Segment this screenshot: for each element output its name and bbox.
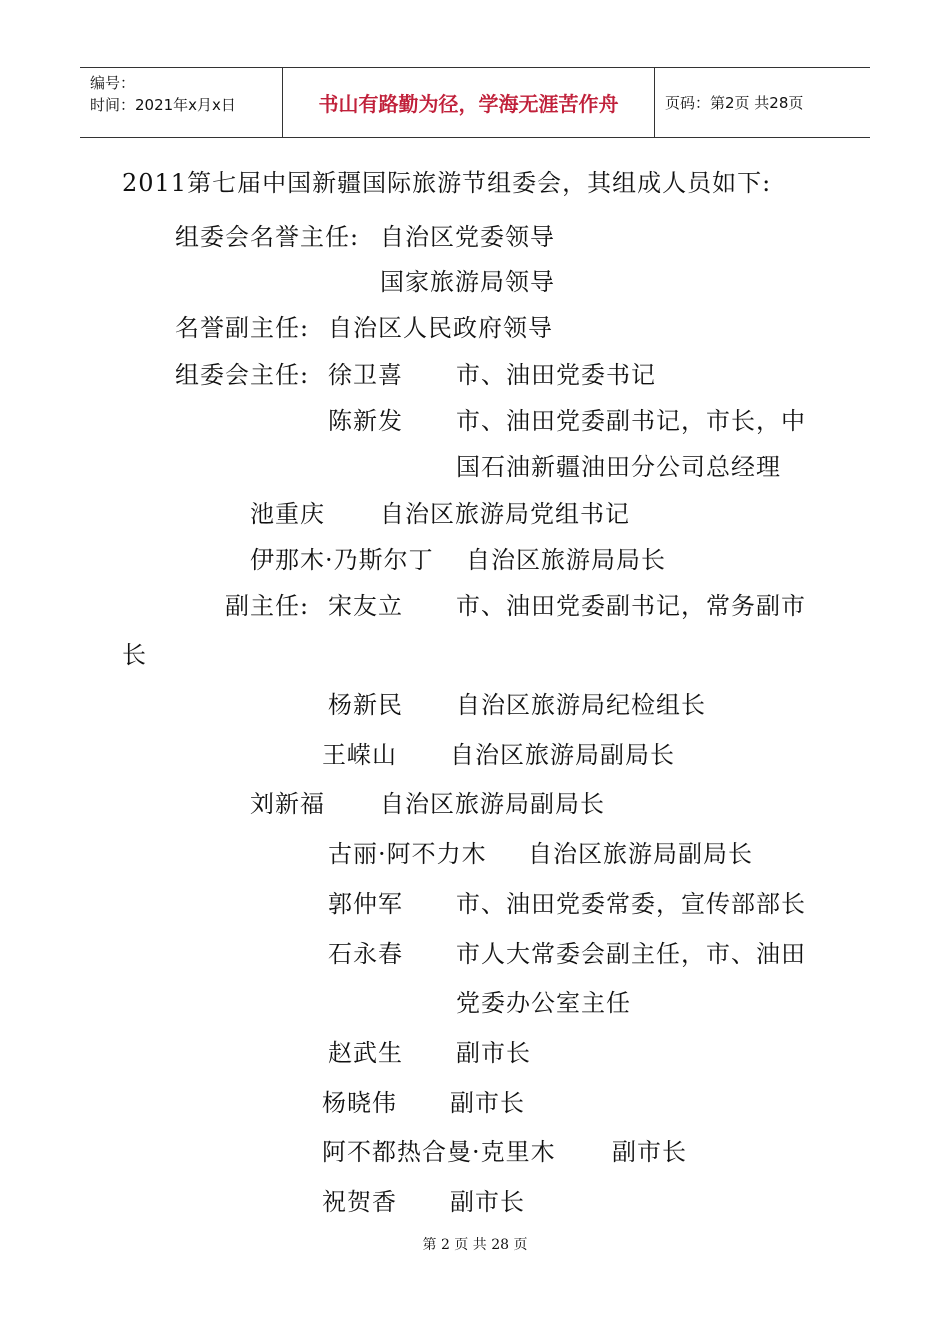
header-motto-cell xyxy=(283,68,655,137)
member-title: 副市长 xyxy=(612,1138,687,1166)
member-name: 赵武生 xyxy=(328,1039,403,1067)
member-title-continued: 长 xyxy=(122,641,147,669)
member-title-continued: 党委办公室主任 xyxy=(456,989,631,1017)
header-meta xyxy=(80,68,283,137)
intro-paragraph: 2011第七届中国新疆国际旅游节组委会，其组成人员如下: xyxy=(122,169,772,197)
member-name: 徐卫喜 xyxy=(328,361,403,389)
member-name: 陈新发 xyxy=(328,407,403,435)
member-title: 自治区旅游局副局长 xyxy=(380,790,605,818)
member-name: 刘新福 xyxy=(250,790,325,818)
honorary-director-1: 自治区党委领导 xyxy=(380,223,555,251)
member-title: 市、油田党委副书记，常务副市 xyxy=(456,592,806,620)
director-label: 组委会主任: xyxy=(175,361,310,389)
member-name: 古丽·阿不力木 xyxy=(328,840,487,868)
member-name: 宋友立 xyxy=(328,592,403,620)
member-title: 市、油田党委副书记，市长，中 xyxy=(456,407,806,435)
member-name: 石永春 xyxy=(328,940,403,968)
header-page-cell xyxy=(655,68,870,137)
member-title: 副市长 xyxy=(450,1188,525,1216)
page-footer: 第 2 页 共 28 页 xyxy=(422,1237,528,1253)
member-name: 王嵘山 xyxy=(322,741,397,769)
deputy-label: 副主任: xyxy=(225,592,310,620)
member-title: 自治区旅游局局长 xyxy=(466,546,666,574)
header-page-info: 页码：第2页 共28页 xyxy=(665,94,804,112)
header-motto: 书山有路勤为径，学海无涯苦作舟 xyxy=(318,92,619,116)
document-time: 时间：2021年x月x日 xyxy=(90,96,236,114)
member-title-continued: 国石油新疆油田分公司总经理 xyxy=(456,453,781,481)
member-name: 郭仲军 xyxy=(328,890,403,918)
member-title: 自治区旅游局副局长 xyxy=(450,741,675,769)
member-title: 市、油田党委常委，宣传部部长 xyxy=(456,890,806,918)
honorary-deputy-label: 名誉副主任: xyxy=(175,314,310,342)
member-name: 杨新民 xyxy=(328,691,403,719)
member-name: 祝贺香 xyxy=(322,1188,397,1216)
member-title: 市人大常委会副主任，市、油田 xyxy=(456,940,806,968)
member-name: 杨晓伟 xyxy=(322,1089,397,1117)
honorary-director-label: 组委会名誉主任: xyxy=(175,223,360,251)
member-name: 伊那木·乃斯尔丁 xyxy=(250,546,434,574)
member-name: 阿不都热合曼·克里木 xyxy=(322,1138,556,1166)
document-number-label: 编号： xyxy=(90,74,136,92)
member-title: 市、油田党委书记 xyxy=(456,361,656,389)
member-title: 副市长 xyxy=(450,1089,525,1117)
member-title: 自治区旅游局党组书记 xyxy=(380,500,630,528)
member-title: 自治区旅游局纪检组长 xyxy=(456,691,706,719)
page-header xyxy=(80,67,870,138)
member-name: 池重庆 xyxy=(250,500,325,528)
honorary-director-2: 国家旅游局领导 xyxy=(380,268,555,296)
member-title: 自治区旅游局副局长 xyxy=(528,840,753,868)
honorary-deputy-1: 自治区人民政府领导 xyxy=(328,314,553,342)
member-title: 副市长 xyxy=(456,1039,531,1067)
